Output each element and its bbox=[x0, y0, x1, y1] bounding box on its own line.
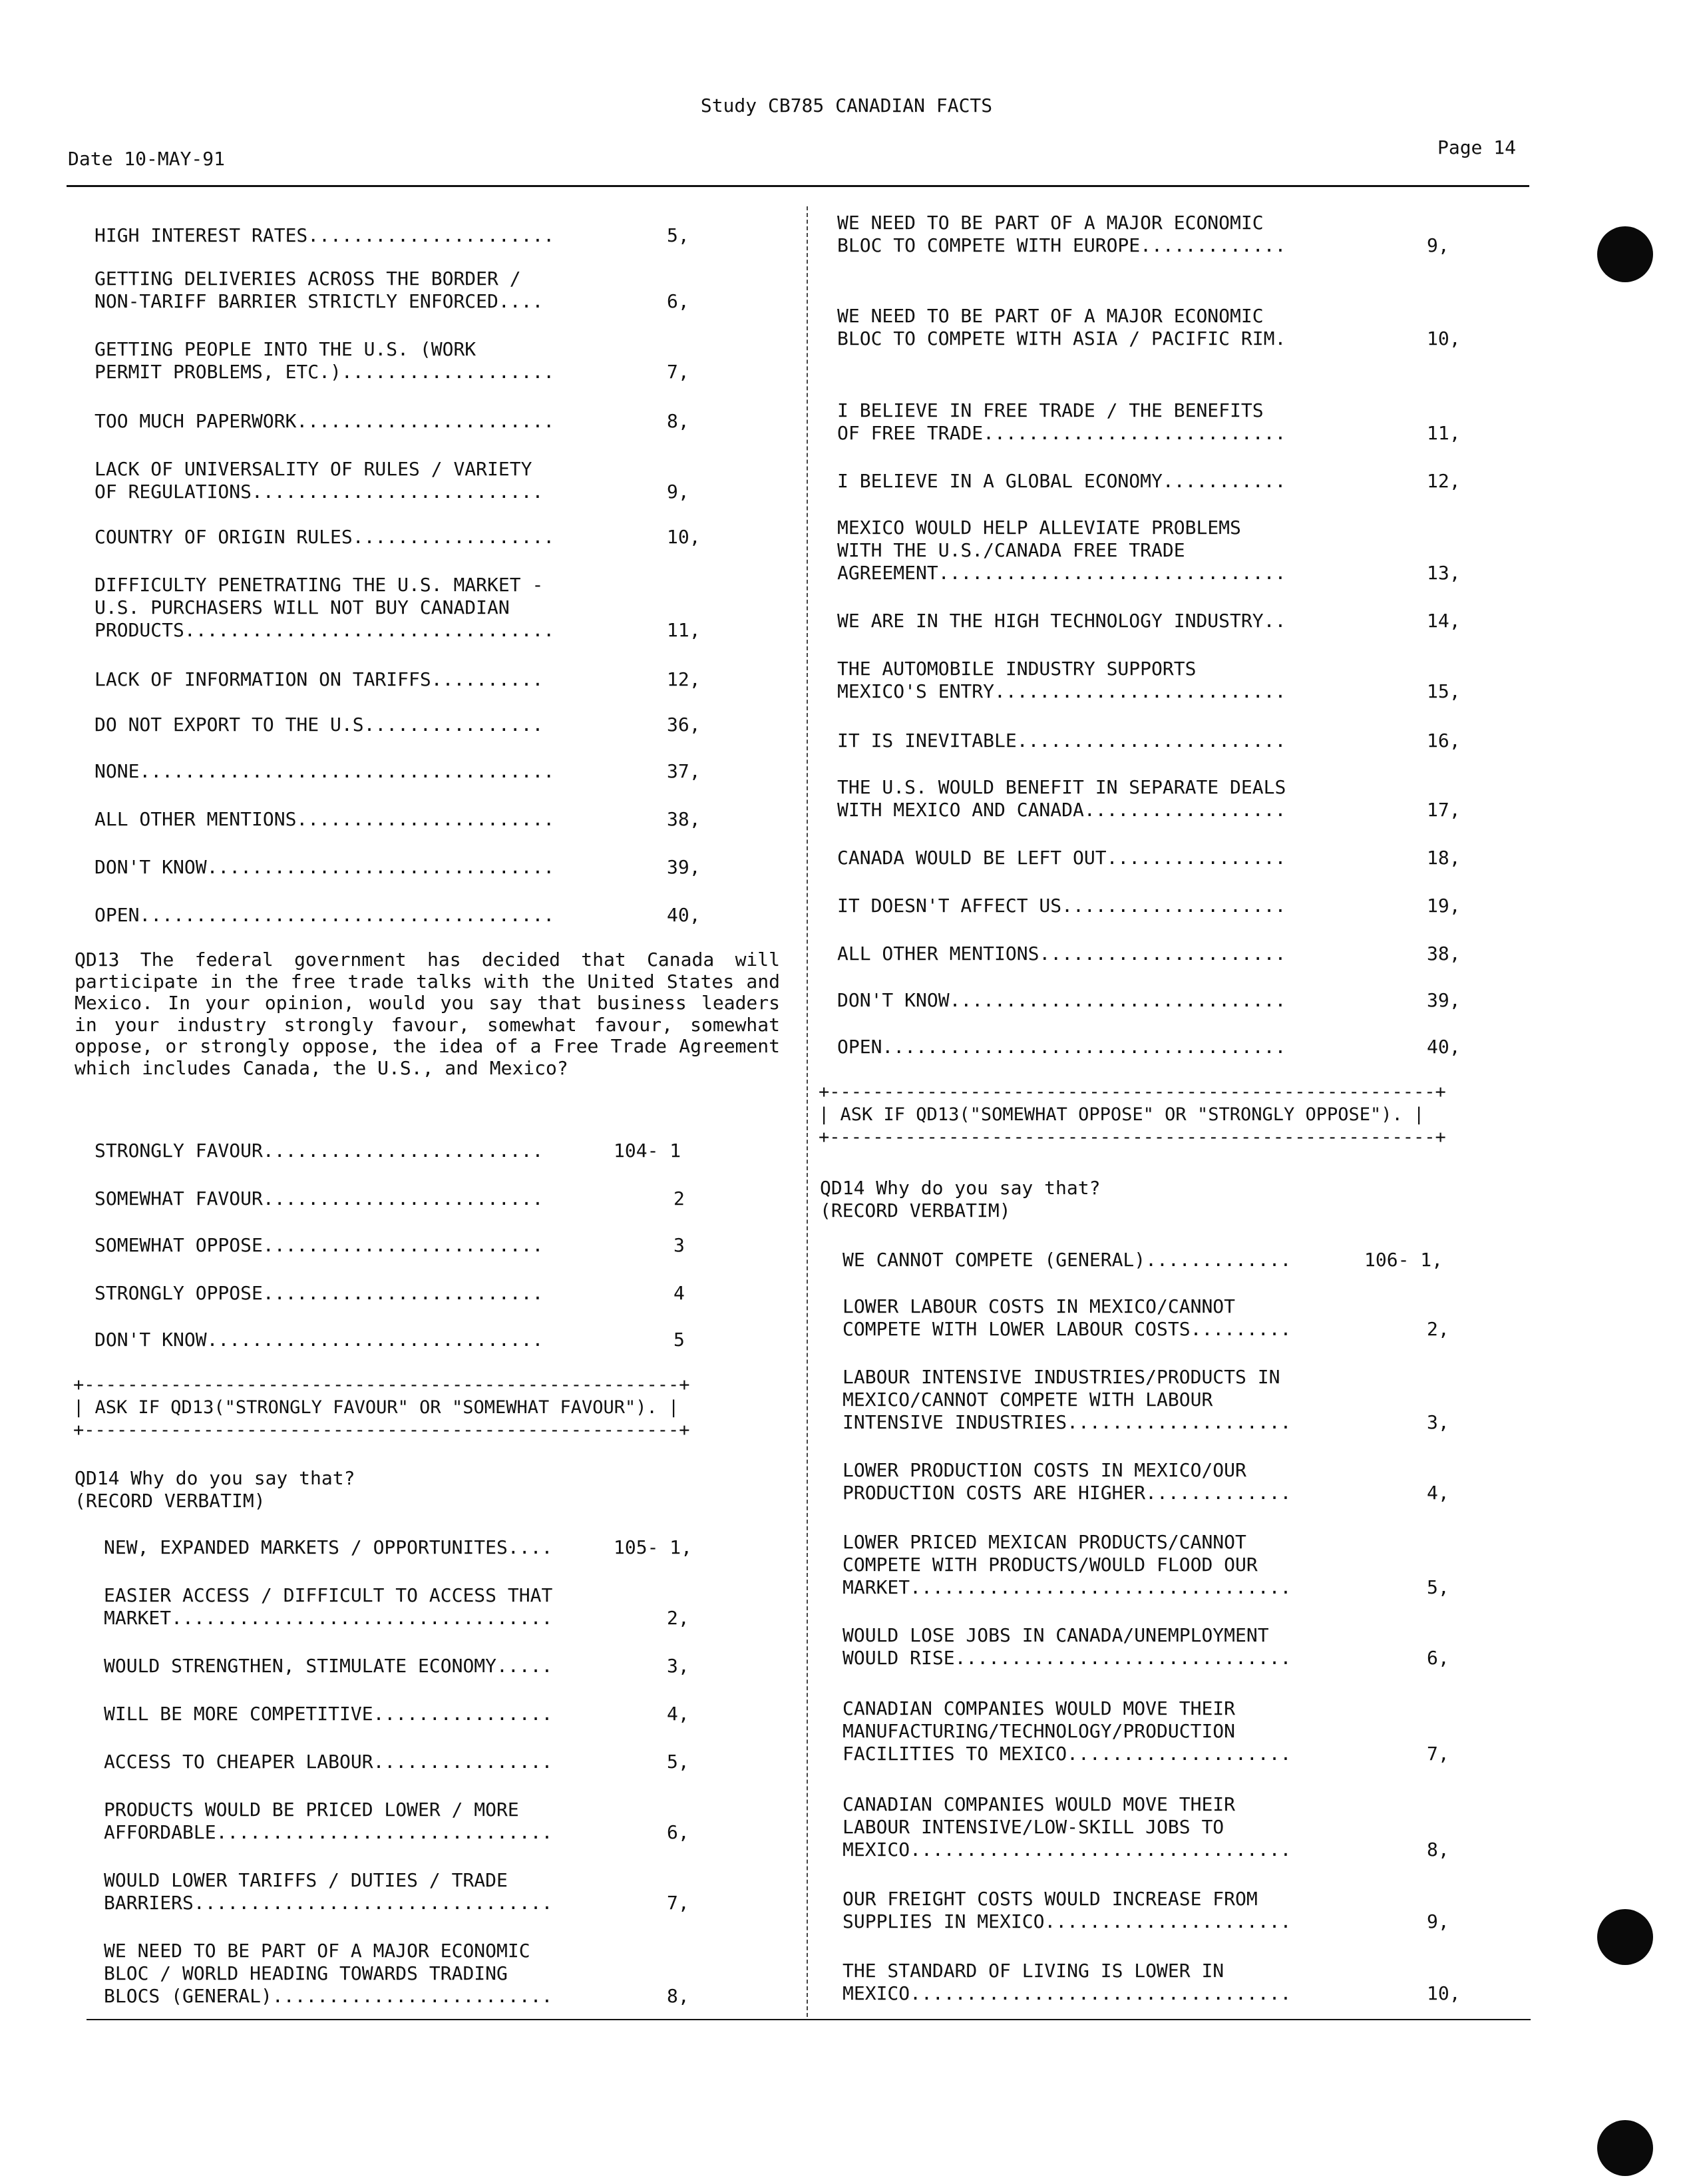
skip-instruction-box: +--------------------------------------------------------+ | ASK IF QD13("SOMEWHAT OPPOSE" OR "STRONGLY OPPOSE"). | +--------------------------------------------------------+ bbox=[819, 1082, 1446, 1148]
footer-rule bbox=[87, 2019, 1531, 2020]
study-title: Study CB785 CANADIAN FACTS bbox=[700, 95, 993, 116]
punch-hole bbox=[1597, 2120, 1653, 2176]
skip-instruction-box: +-------------------------------------------------------+ | ASK IF QD13("STRONGLY FAVOUR" OR "SOMEWHAT FAVOUR"). | +-------------------------------------------------------+ bbox=[73, 1375, 690, 1440]
question-qd14: QD14 Why do you say that? (RECORD VERBATIM) bbox=[75, 1467, 355, 1512]
punch-hole bbox=[1597, 226, 1653, 282]
column-divider bbox=[807, 206, 808, 2017]
header-rule bbox=[67, 185, 1529, 187]
page-number: Page 14 bbox=[1437, 136, 1516, 158]
question-qd14: QD14 Why do you say that? (RECORD VERBATIM) bbox=[820, 1177, 1101, 1221]
question-qd13: QD13 The federal government has decided that Canada will participate in the free trade talks with the United States and Mexico. In your opinion, would you say that business leaders in your industry strongly favour, somewhat favour, somewhat oppose, or strongly oppose, the idea of a Free Trade Agreement which includes Canada, the U.S., and Mexico? bbox=[75, 949, 780, 1079]
punch-hole bbox=[1597, 1909, 1653, 1965]
date-label: Date 10-MAY-91 bbox=[68, 148, 226, 170]
